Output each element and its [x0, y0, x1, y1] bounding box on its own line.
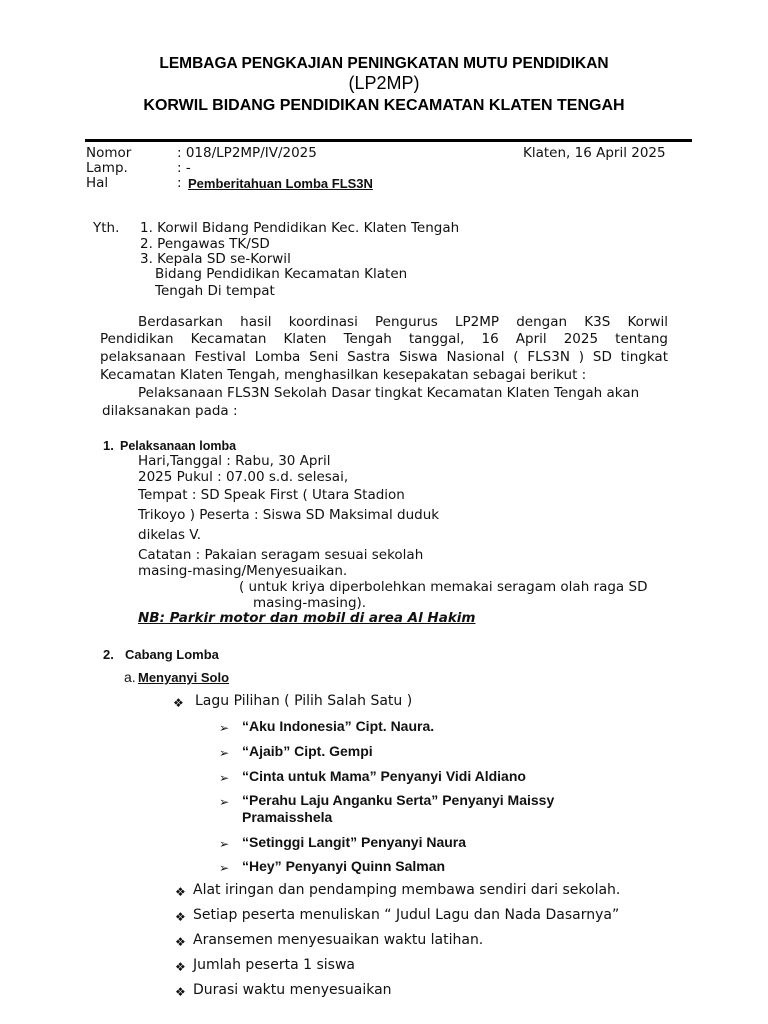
- nomor-value: : 018/LP2MP/IV/2025: [177, 145, 317, 161]
- diamond-bullet-icon: ❖: [175, 885, 186, 899]
- parking-note: NB: Parkir motor dan mobil di area Al Hakim: [138, 610, 476, 626]
- paragraph-line: pelaksanaan Festival Lomba Seni Sastra Siswa Nasional ( FLS3N ) SD tingkat: [100, 349, 668, 365]
- rule-item: Aransemen menyesuaikan waktu latihan.: [193, 932, 484, 948]
- institution-unit: KORWIL BIDANG PENDIDIKAN KECAMATAN KLATEN TENGAH: [143, 97, 625, 114]
- section-title: Pelaksanaan lomba: [120, 439, 237, 453]
- rule-item: Jumlah peserta 1 siswa: [193, 957, 355, 973]
- institution-acronym: (LP2MP): [348, 73, 420, 93]
- song-item: “Cinta untuk Mama” Penyanyi Vidi Aldiano: [242, 768, 526, 784]
- paragraph-line: Kecamatan Klaten Tengah, menghasilkan kesepakatan sebagai berikut :: [100, 367, 587, 383]
- diamond-bullet-icon: ❖: [175, 985, 186, 999]
- lamp-label: Lamp.: [86, 160, 128, 176]
- recipient-item: 1. Korwil Bidang Pendidikan Kec. Klaten Tengah: [140, 220, 460, 236]
- diamond-bullet-icon: ❖: [175, 910, 186, 924]
- detail-line: Trikoyo ) Peserta : Siswa SD Maksimal duduk: [138, 507, 440, 523]
- hal-colon: :: [177, 175, 182, 191]
- institution-name: LEMBAGA PENGKAJIAN PENINGKATAN MUTU PENDIDIKAN: [159, 55, 609, 72]
- arrow-bullet-icon: ➢: [219, 861, 230, 875]
- detail-line: 2025 Pukul : 07.00 s.d. selesai,: [138, 469, 349, 485]
- recipient-item: 3. Kepala SD se-Korwil: [140, 251, 291, 267]
- hal-label: Hal: [86, 175, 109, 191]
- recipient-label: Yth.: [93, 220, 120, 236]
- arrow-bullet-icon: ➢: [219, 795, 230, 809]
- header-divider: [85, 139, 692, 142]
- recipient-item: 2. Pengawas TK/SD: [140, 236, 270, 252]
- song-choice-label: Lagu Pilihan ( Pilih Salah Satu ): [195, 693, 413, 709]
- detail-line: dikelas V.: [138, 527, 202, 543]
- diamond-bullet-icon: ❖: [173, 696, 184, 710]
- rule-item: Setiap peserta menuliskan “ Judul Lagu dan Nada Dasarnya”: [193, 907, 620, 923]
- paragraph-line: Pelaksanaan FLS3N Sekolah Dasar tingkat Kecamatan Klaten Tengah akan: [138, 385, 640, 401]
- subsection-letter: a.: [124, 669, 136, 685]
- rule-item: Alat iringan dan pendamping membawa sendiri dari sekolah.: [193, 882, 621, 898]
- recipient-item: Tengah Di tempat: [155, 283, 275, 299]
- diamond-bullet-icon: ❖: [175, 960, 186, 974]
- nomor-label: Nomor: [86, 145, 132, 161]
- arrow-bullet-icon: ➢: [219, 746, 230, 760]
- section-number: 2.: [103, 647, 114, 662]
- song-item: “Hey” Penyanyi Quinn Salman: [242, 858, 446, 874]
- song-item: “Aku Indonesia” Cipt. Naura.: [242, 718, 435, 734]
- arrow-bullet-icon: ➢: [219, 771, 230, 785]
- detail-line: Hari,Tanggal : Rabu, 30 April: [138, 453, 331, 469]
- section-number: 1.: [103, 438, 114, 453]
- paragraph-line: Berdasarkan hasil koordinasi Pengurus LP2MP dengan K3S Korwil: [138, 314, 668, 330]
- detail-line: masing-masing/Menyesuaikan.: [138, 563, 348, 579]
- song-item: “Ajaib” Cipt. Gempi: [242, 743, 373, 759]
- lamp-value: : -: [177, 160, 191, 176]
- detail-line: Catatan : Pakaian seragam sesuai sekolah: [138, 547, 424, 563]
- paragraph-line: Pendidikan Kecamatan Klaten Tengah tanggal, 16 April 2025 tentang: [100, 331, 668, 347]
- paragraph-line: dilaksanakan pada :: [102, 403, 238, 419]
- section-title: Cabang Lomba: [125, 647, 219, 662]
- hal-subject: Pemberitahuan Lomba FLS3N: [188, 176, 373, 191]
- arrow-bullet-icon: ➢: [219, 837, 230, 851]
- subsection-title: Menyanyi Solo: [138, 670, 230, 685]
- song-item: “Setinggi Langit” Penyanyi Naura: [242, 834, 467, 850]
- song-item-continued: Pramaisshela: [242, 809, 333, 825]
- detail-line: masing-masing).: [253, 595, 367, 611]
- rule-item: Durasi waktu menyesuaikan: [193, 982, 392, 998]
- letter-date: Klaten, 16 April 2025: [523, 145, 666, 161]
- diamond-bullet-icon: ❖: [175, 935, 186, 949]
- arrow-bullet-icon: ➢: [219, 721, 230, 735]
- recipient-item: Bidang Pendidikan Kecamatan Klaten: [155, 266, 408, 282]
- song-item: “Perahu Laju Anganku Serta” Penyanyi Maissy: [242, 792, 555, 808]
- detail-line: ( untuk kriya diperbolehkan memakai seragam olah raga SD: [239, 579, 648, 595]
- detail-line: Tempat : SD Speak First ( Utara Stadion: [138, 487, 405, 503]
